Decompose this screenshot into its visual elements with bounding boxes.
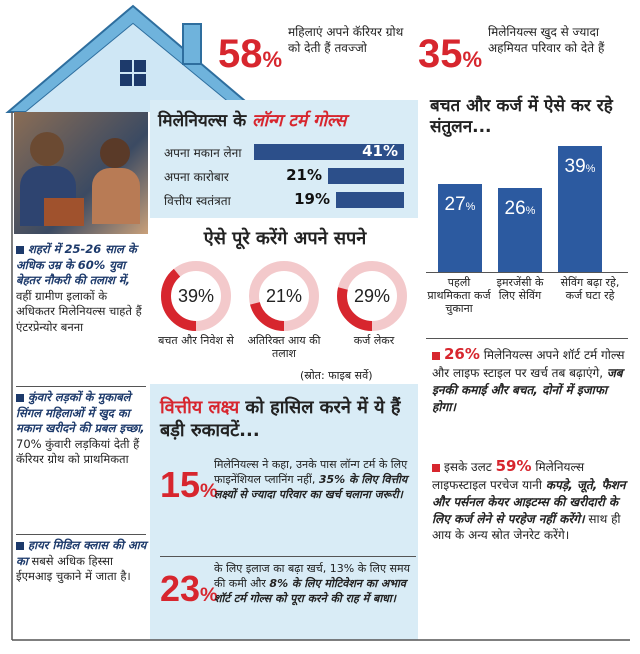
goals-title: मिलेनियल्स के लॉन्ग टर्म गोल्स — [158, 111, 347, 131]
goal-value: 41% — [362, 142, 398, 160]
woman-head — [100, 138, 130, 168]
obstacle-value: 23% — [160, 568, 218, 609]
note-emphasis: शहरों में 25-26 साल के अधिक उम्र के 60% युवा बेहतर नौकरी की तलाश में, — [16, 242, 137, 288]
stat-value: 58% — [218, 32, 283, 76]
note-text: 70% कुंवारी लड़कियां देती हैं कॅरियर ग्रोथ को प्राथमिकता — [16, 436, 140, 467]
house-model — [44, 198, 84, 226]
note-text: वहीं ग्रामीण इलाकों के अधिकतर मिलेनियल्स चाहते हैं एंटरप्रेन्योर बनना — [16, 288, 142, 334]
goal-row-house — [158, 142, 404, 162]
obstacle-value: 15% — [160, 464, 218, 505]
donut-value: 21% — [265, 286, 303, 306]
goal-label: अपना मकान लेना — [164, 146, 242, 160]
balance-title: बचत और कर्ज में ऐसे कर रहे संतुलन... — [430, 96, 613, 138]
note-text: सबसे अधिक हिस्सा ईएमआइ चुकाने में जाता है। — [16, 553, 131, 584]
note-emphasis: हायर मिडिल क्लास की आय का — [16, 538, 147, 568]
balance-bar-label: पहली प्राथमिकता कर्ज चुकाना — [427, 276, 491, 316]
donut-value: 29% — [353, 286, 391, 306]
goal-row-business — [158, 166, 404, 186]
woman-body — [92, 168, 140, 224]
note-emphasis: कुंवारे लड़कों के मुकाबले सिंगल महिलाओं में खुद का मकान खरीदने की प्रबल इच्छा, — [16, 390, 145, 436]
balance-bar-label: सेविंग बढ़ा रहे, कर्ज घटा रहे — [560, 276, 620, 303]
chimney — [183, 24, 201, 64]
donut-label: बचत और निवेश से — [158, 334, 234, 347]
right-note-2: इसके उलट 59% मिलेनियल्स लाइफस्टाइल परचेज यानी कपड़े, जूते, फैशन और पर्सनल केयर आइटम्स की खरीदारी के लिए कर्ज लेने से परहेज नहीं करेंगे। साथ ही आय के अन्य स्रोत जेनरेट करेंगे। — [432, 457, 626, 543]
balance-bar: 26% — [498, 188, 542, 272]
couple-photo — [14, 112, 148, 234]
balance-bar: 27% — [438, 184, 482, 272]
balance-bar: 39% — [558, 146, 602, 272]
obstacles-title: वित्तीय लक्ष्य को हासिल करने में ये हैं बड़ी रुकावटें... — [160, 397, 401, 442]
donut-value: 39% — [177, 286, 215, 306]
goal-label: वित्तीय स्वतंत्रता — [164, 194, 231, 208]
stat-text: मिलेनियल्स खुद से ज्यादा अहमियत परिवार को देते हैं — [488, 25, 605, 56]
donut-label: अतिरिक्त आय की तलाश — [247, 334, 321, 361]
goal-bar — [336, 192, 404, 208]
dreams-title: ऐसे पूरे करेंगे अपने सपने — [203, 228, 367, 249]
man-head — [30, 132, 64, 166]
stat-value: 35% — [418, 32, 483, 76]
goal-value: 19% — [294, 190, 330, 208]
goal-bar — [328, 168, 404, 184]
source-note: (स्रोत: फाइब सर्वे) — [300, 369, 373, 382]
goal-value: 21% — [286, 166, 322, 184]
left-note-2 — [16, 390, 148, 468]
left-note-3 — [16, 538, 148, 585]
goal-row-freedom — [158, 190, 404, 210]
stat-text: महिलाएं अपने कॅरियर ग्रोथ को देती हैं तवज्जो — [288, 25, 404, 56]
balance-bar-label: इमरजेंसी के लिए सेविंग — [496, 276, 544, 303]
right-note-1: 26% मिलेनियल्स अपने शॉर्ट टर्म गोल्स और लाइफ स्टाइल पर खर्च तब बढ़ाएंगे, जब इनकी कमाई और बचत, दोनों में इजाफा होगा। — [432, 345, 625, 414]
left-note-1 — [16, 242, 148, 335]
goal-label: अपना कारोबार — [164, 170, 229, 184]
donut-label: कर्ज लेकर — [353, 334, 395, 347]
